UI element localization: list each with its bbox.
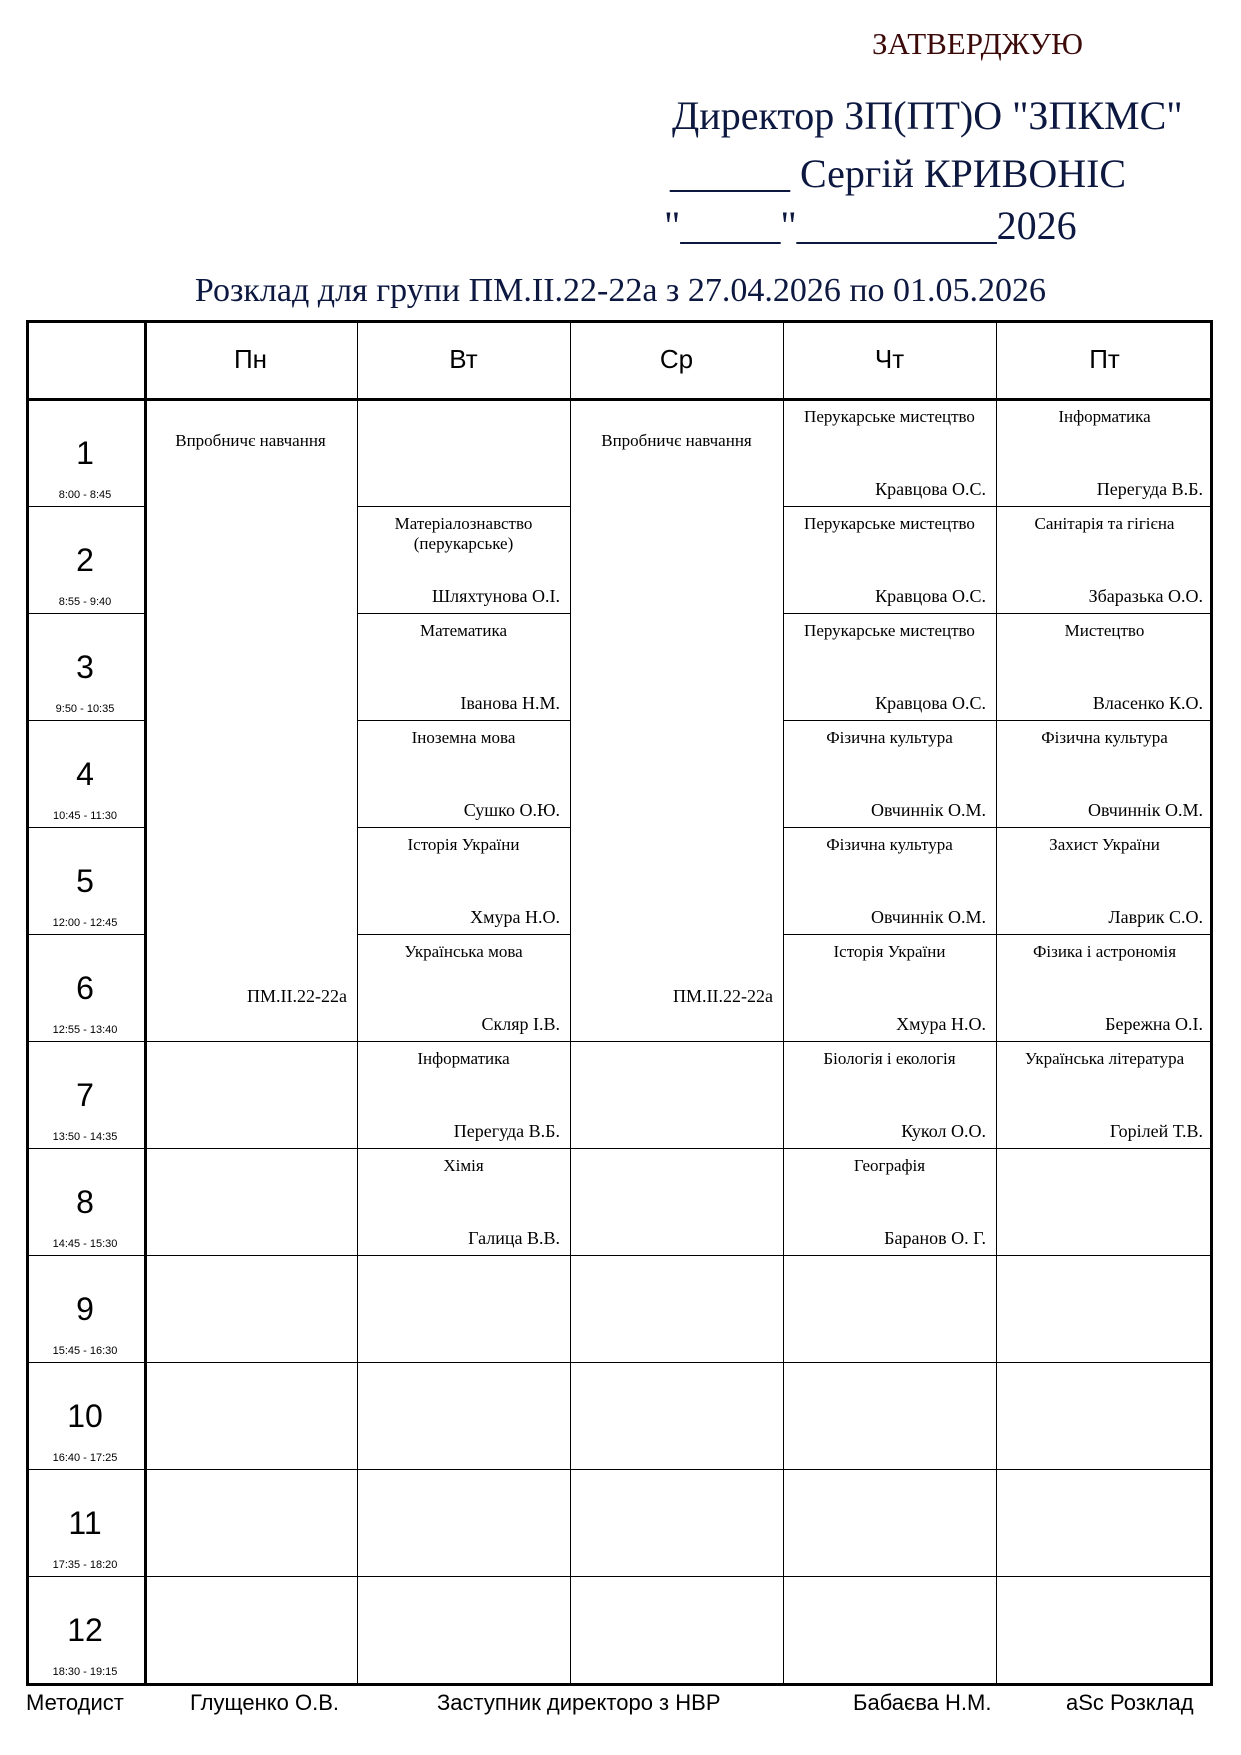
lesson-cell-tue <box>357 613 570 720</box>
lesson-time: 12:00 - 12:45 <box>52 917 118 929</box>
lesson-number: 12 <box>67 1612 103 1648</box>
lesson-cell-tue <box>357 1041 570 1148</box>
group-name: ПМ.ІІ.22-22а <box>247 986 347 1006</box>
grid-line <box>26 934 144 935</box>
day-header-wed: Ср <box>659 344 694 374</box>
lesson-cell-thu <box>783 1148 996 1255</box>
lesson-number: 6 <box>76 970 94 1006</box>
teacher-name: Іванова Н.М. <box>460 693 560 713</box>
subject-name: Інформатика <box>1058 407 1151 426</box>
teacher-name: Скляр І.В. <box>481 1014 560 1034</box>
lesson-row-header <box>26 1148 144 1255</box>
teacher-name: Хмура Н.О. <box>896 1014 986 1034</box>
grid-line <box>144 320 147 1686</box>
grid-line <box>26 1041 1213 1042</box>
lesson-cell-fri <box>996 1041 1213 1148</box>
teacher-name: Лаврик С.О. <box>1108 907 1203 927</box>
lesson-time: 16:40 - 17:25 <box>52 1452 118 1464</box>
lesson-time: 13:50 - 14:35 <box>52 1131 118 1143</box>
subject-name: Математика <box>419 621 508 640</box>
teacher-name: Кравцова О.С. <box>875 479 986 499</box>
grid-line <box>26 613 144 614</box>
lesson-row-header <box>26 1255 144 1362</box>
lesson-cell-mon-merged <box>144 399 357 1041</box>
teacher-name: Галица В.В. <box>468 1228 560 1248</box>
lesson-row-header <box>26 1469 144 1576</box>
subject-name: Біологія і екологія <box>823 1049 956 1068</box>
subject-name: Впробничє навчання <box>601 431 752 450</box>
grid-line <box>26 1255 1213 1256</box>
lesson-cell-wed-merged <box>570 399 783 1041</box>
lesson-time: 9:50 - 10:35 <box>55 703 115 715</box>
timetable <box>26 320 1213 1686</box>
grid-line <box>26 1362 1213 1363</box>
lesson-cell-fri <box>996 613 1213 720</box>
grid-line <box>783 506 1213 507</box>
lesson-cell-thu <box>783 613 996 720</box>
grid-line <box>783 934 1213 935</box>
lesson-number: 10 <box>67 1398 103 1434</box>
teacher-name: Бережна О.І. <box>1105 1014 1203 1034</box>
day-header-thu: Чт <box>874 344 905 374</box>
teacher-name: Овчиннік О.М. <box>1087 800 1203 820</box>
grid-line <box>26 827 144 828</box>
lesson-cell-thu <box>783 506 996 613</box>
subject-name: Впробничє навчання <box>175 431 326 450</box>
subject-name: Фізична культура <box>1041 728 1168 747</box>
subject-name: Перукарське мистецтво <box>804 407 975 426</box>
lesson-cell-tue <box>357 506 570 613</box>
subject-name: Санітарія та гігієна <box>1034 514 1175 533</box>
subject-name: Історія України <box>407 835 520 854</box>
grid-line <box>570 320 571 1686</box>
teacher-name: Горілей Т.В. <box>1109 1121 1203 1141</box>
lesson-row-header <box>26 827 144 934</box>
approval-position: Директор ЗП(ПТ)О "ЗПКМС" <box>672 93 1183 138</box>
lesson-cell-tue <box>357 720 570 827</box>
subject-name: Фізична культура <box>826 835 953 854</box>
lesson-cell-tue <box>357 934 570 1041</box>
grid-line <box>26 1469 1213 1470</box>
subject-name: Матеріалознавство (перукарське) <box>394 514 533 553</box>
approval-date-line: "_____"__________2026 <box>664 203 1077 248</box>
lesson-row-header <box>26 399 144 506</box>
lesson-number: 4 <box>76 756 94 792</box>
grid-line <box>783 827 1213 828</box>
grid-line <box>26 720 144 721</box>
lesson-cell-tue <box>357 1148 570 1255</box>
subject-name: Географія <box>853 1156 926 1175</box>
grid-line <box>357 720 570 721</box>
grid-line <box>783 320 784 1686</box>
lesson-cell-thu <box>783 827 996 934</box>
lesson-number: 9 <box>76 1291 94 1327</box>
subject-name: Українська мова <box>404 942 523 961</box>
footer-deputy-name: Бабаєва Н.М. <box>853 1690 992 1715</box>
lesson-time: 10:45 - 11:30 <box>52 810 117 822</box>
grid-line <box>357 320 358 1686</box>
lesson-cell-fri <box>996 399 1213 506</box>
day-header-fri: Пт <box>1089 344 1120 374</box>
subject-name: Захист України <box>1049 835 1160 854</box>
approval-stamp-text: ЗАТВЕРДЖУЮ <box>872 26 1083 61</box>
lesson-time: 15:45 - 16:30 <box>52 1345 118 1357</box>
teacher-name: Баранов О. Г. <box>884 1228 986 1248</box>
grid-line <box>357 506 570 507</box>
lesson-number: 5 <box>76 863 94 899</box>
lesson-cell-fri <box>996 827 1213 934</box>
grid-line <box>26 1576 1213 1577</box>
subject-name: Хімія <box>443 1156 484 1175</box>
subject-name: Історія України <box>833 942 946 961</box>
lesson-time: 14:45 - 15:30 <box>52 1238 118 1250</box>
teacher-name: Власенко К.О. <box>1092 693 1203 713</box>
lesson-row-header <box>26 1576 144 1683</box>
lesson-number: 8 <box>76 1184 94 1220</box>
teacher-name: Овчиннік О.М. <box>870 800 986 820</box>
teacher-name: Кукол О.О. <box>901 1121 986 1141</box>
teacher-name: Шляхтунова О.І. <box>432 586 560 606</box>
footer-software-name: aSc Розклад <box>1066 1690 1194 1715</box>
lesson-time: 8:55 - 9:40 <box>58 596 112 608</box>
subject-name: Перукарське мистецтво <box>804 514 975 533</box>
lesson-number: 1 <box>76 435 94 471</box>
subject-name: Фізична культура <box>826 728 953 747</box>
lesson-time: 8:00 - 8:45 <box>58 489 112 501</box>
approval-signature-line: ______ Сергій КРИВОНІС <box>670 151 1127 196</box>
lesson-cell-fri <box>996 720 1213 827</box>
grid-line <box>783 720 1213 721</box>
grid-line <box>26 506 144 507</box>
teacher-name: Кравцова О.С. <box>875 693 986 713</box>
day-header-mon: Пн <box>233 344 268 374</box>
grid-line <box>357 827 570 828</box>
subject-name: Інформатика <box>417 1049 510 1068</box>
lesson-number: 11 <box>68 1505 102 1541</box>
lesson-cell-thu <box>783 934 996 1041</box>
lesson-cell-tue <box>357 399 570 506</box>
teacher-name: Кравцова О.С. <box>875 586 986 606</box>
teacher-name: Хмура Н.О. <box>470 907 560 927</box>
grid-line <box>996 320 997 1686</box>
footer-methodist-name: Глущенко О.В. <box>190 1690 339 1715</box>
schedule-title: Розклад для групи ПМ.ІІ.22-22а з 27.04.2026 по 01.05.2026 <box>194 272 1047 309</box>
grid-line <box>26 398 1213 401</box>
lesson-number: 7 <box>76 1077 94 1113</box>
grid-line <box>26 1148 1213 1149</box>
group-name: ПМ.ІІ.22-22а <box>673 986 773 1006</box>
lesson-row-header <box>26 613 144 720</box>
grid-line <box>783 613 1213 614</box>
day-header-tue: Вт <box>449 344 478 374</box>
teacher-name: Сушко О.Ю. <box>463 800 560 820</box>
lesson-cell-thu <box>783 1041 996 1148</box>
subject-name: Перукарське мистецтво <box>804 621 975 640</box>
teacher-name: Перегуда В.Б. <box>453 1121 560 1141</box>
lesson-time: 12:55 - 13:40 <box>52 1024 118 1036</box>
lesson-row-header <box>26 1041 144 1148</box>
subject-name: Українська література <box>1024 1049 1185 1068</box>
lesson-cell-fri <box>996 934 1213 1041</box>
lesson-number: 3 <box>76 649 94 685</box>
lesson-row-header <box>26 720 144 827</box>
lesson-time: 17:35 - 18:20 <box>52 1559 118 1571</box>
grid-line <box>357 934 570 935</box>
grid-line <box>357 613 570 614</box>
lesson-number: 2 <box>76 542 94 578</box>
teacher-name: Збаразька О.О. <box>1088 586 1203 606</box>
footer-methodist-role: Методист <box>26 1690 124 1715</box>
lesson-row-header <box>26 1362 144 1469</box>
lesson-cell-fri <box>996 506 1213 613</box>
lesson-cell-thu <box>783 399 996 506</box>
lesson-cell-thu <box>783 720 996 827</box>
footer-deputy-role: Заступник директоро з НВР <box>437 1690 721 1715</box>
lesson-row-header <box>26 506 144 613</box>
subject-name: Мистецтво <box>1064 621 1145 640</box>
subject-name: Іноземна мова <box>411 728 516 747</box>
lesson-cell-fri <box>996 1148 1213 1255</box>
lesson-row-header <box>26 934 144 1041</box>
teacher-name: Перегуда В.Б. <box>1096 479 1203 499</box>
teacher-name: Овчиннік О.М. <box>870 907 986 927</box>
subject-name: Фізика і астрономія <box>1032 942 1177 961</box>
lesson-cell-tue <box>357 827 570 934</box>
lesson-time: 18:30 - 19:15 <box>52 1666 118 1678</box>
